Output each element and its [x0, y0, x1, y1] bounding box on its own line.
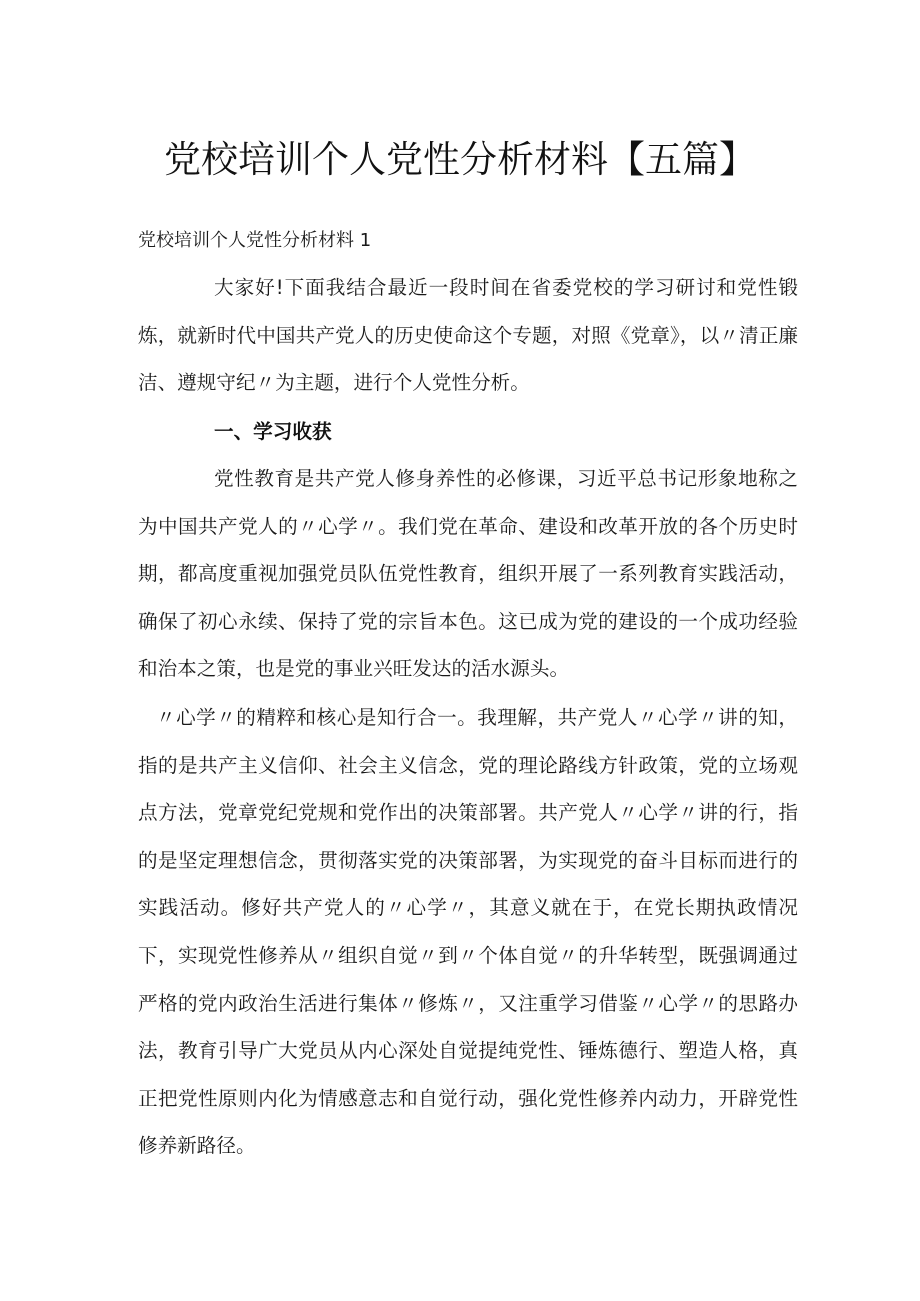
document-title: 党校培训个人党性分析材料【五篇】 — [164, 138, 756, 181]
section-subtitle: 党校培训个人党性分析材料 1 — [138, 230, 372, 251]
paragraph-intro: 大家好!下面我结合最近一段时间在省委党校的学习研讨和党性锻炼，就新时代中国共产党人的历史使命这个专题，对照《党章》，以〃清正廉洁、遵规守纪〃为主题，进行个人党性分析。 — [138, 276, 798, 395]
section-heading: 一、学习收获 — [214, 420, 332, 443]
paragraph-party-education: 党性教育是共产党人修身养性的必修课，习近平总书记形象地称之为中国共产党人的〃心学〃。我们党在革命、建设和改革开放的各个历史时期，都高度重视加强党员队伍党性教育，组织开展了一系列教育实践活动，确保了初心永续、保持了党的宗旨本色。这已成为党的建设的一个成功经验和治本之策，也是党的事业兴旺发达的活水源头。 — [138, 467, 798, 681]
paragraph-xinxue: 〃心学〃的精粹和核心是知行合一。我理解，共产党人〃心学〃讲的知，指的是共产主义信仰、社会主义信念，党的理论路线方针政策，党的立场观点方法，党章党纪党规和党作出的决策部署。共产党人〃心学〃讲的行，指的是坚定理想信念，贯彻落实党的决策部署，为实现党的奋斗目标而进行的实践活动。修好共产党人的〃心学〃，其意义就在于，在党长期执政情况下，实现党性修养从〃组织自觉〃到〃个体自觉〃的升华转型，既强调通过严格的党内政治生活进行集体〃修炼〃，又注重学习借鉴〃心学〃的思路办法，教育引导广大党员从内心深处自觉提纯党性、锤炼德行、塑造人格，真正把党性原则内化为情感意志和自觉行动，强化党性修养内动力，开辟党性修养新路径。 — [138, 706, 798, 1158]
